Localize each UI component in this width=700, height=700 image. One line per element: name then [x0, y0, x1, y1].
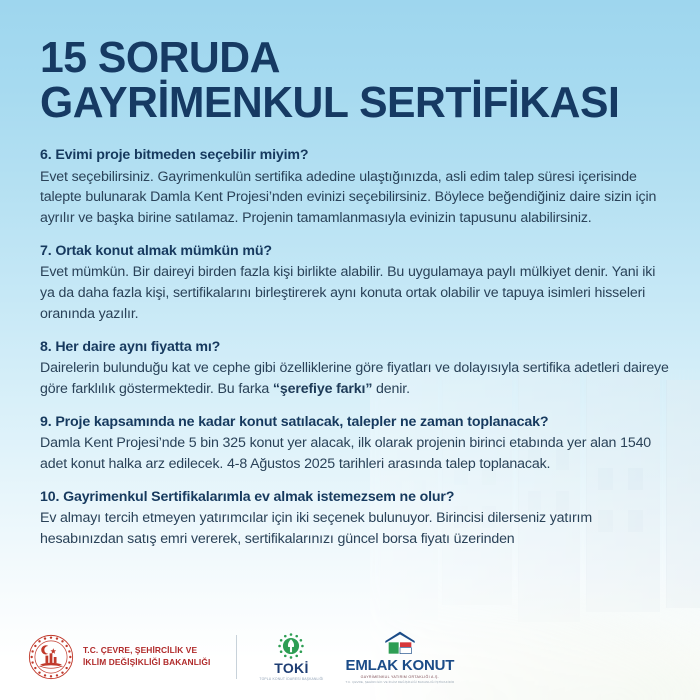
faq-answer: Evet seçebilirsiniz. Gayrimenkulün sertifika adedine ulaştığınızda, asli edim talep süresi içerisinde talepte bulunarak Damla Kent Projesi’nden evinizi seçebilirsiniz. Böylece beğendiğiniz daire sizin için ayrılır ve başka birine satılamaz. Projenin tamamlanmasıyla evinizin tapusunu alabilirsiniz.	[40, 168, 657, 227]
emlak-konut-logo	[346, 631, 455, 684]
faq-answer-emphasis: “şerefiye farkı”	[272, 380, 373, 397]
faq-answer-post: denir.	[372, 380, 410, 397]
ministry-logo	[28, 634, 210, 680]
faq-question: 9. Proje kapsamında ne kadar konut satılacak, talepler ne zaman toplanacak?	[40, 413, 549, 430]
faq-item-10	[40, 488, 670, 550]
faq-question: 10. Gayrimenkul Sertifikalarımla ev almak istemezsem ne olur?	[40, 488, 455, 505]
emlak-konut-subtitle-2: T.C. ÇEVRE, ŞEHİRCİLİK VE İKLİM DEĞİŞİKLİĞİ BAKANLIĞI İŞTİRAKİDİR	[345, 679, 455, 684]
emlak-konut-subtitle-1: GAYRİMENKUL YATIRIM ORTAKLIĞI A.Ş.	[360, 674, 440, 679]
toki-wordmark: TOKİ	[274, 660, 309, 677]
faq-question: 8. Her daire aynı fiyatta mı?	[40, 338, 221, 355]
ministry-name-line-2: İKLİM DEĞİŞİKLİĞİ BAKANLIĞI	[83, 657, 211, 667]
faq-question: 7. Ortak konut almak mümkün mü?	[40, 242, 272, 259]
emlak-konut-house-icon	[383, 631, 417, 655]
toki-subtitle: TOPLU KONUT İDARESİ BAŞKANLIĞI	[259, 676, 324, 681]
turkish-republic-seal-icon	[28, 634, 74, 680]
toki-tree-emblem-icon	[278, 633, 304, 659]
title-line-1: 15 SORUDA	[40, 33, 280, 82]
faq-answer: Ev almayı tercih etmeyen yatırımcılar için iki seçenek bulunuyor. Birincisi dilerseniz yatırım hesabınızdan satış emri vererek, sertifikalarınızı güncel borsa fiyatı üzerinden	[40, 510, 593, 548]
faq-item-6	[40, 146, 670, 229]
logo-divider	[236, 635, 237, 679]
faq-question: 6. Evimi proje bitmeden seçebilir miyim?	[40, 147, 309, 163]
faq-answer: Damla Kent Projesi’nde 5 bin 325 konut yer alacak, ilk olarak projenin birinci etabında yer alan 1540 adet konut halka arz edilecek. 4-8 Ağustos 2025 tarihleri arasında talep toplanacak.	[40, 435, 652, 472]
faq-answer: Evet mümkün. Bir daireyi birden fazla kişi birlikte alabilir. Bu uygulamaya paylı mülkiyet denir. Yani iki ya da daha fazla kişi, sertifikalarını birleştirerek aynı konuta ortak olabilir ve tapuya isimleri hisseleri oranında yazılır.	[40, 264, 656, 322]
faq-item-8	[40, 338, 670, 400]
faq-item-9	[40, 413, 670, 475]
title-line-2: GAYRİMENKUL SERTİFİKASI	[40, 77, 620, 127]
faq-answer	[40, 358, 670, 399]
footer-logo-bar	[0, 614, 700, 700]
ministry-name-line-1: T.C. ÇEVRE, ŞEHİRCİLİK VE	[83, 645, 198, 656]
toki-logo	[259, 633, 323, 681]
faq-list	[40, 146, 670, 563]
emlak-konut-wordmark: EMLAK KONUT	[345, 656, 455, 674]
faq-answer-pre: Dairelerin bulunduğu kat ve cephe gibi özelliklerine göre fiyatları ve dolayısıyla sertifika adetleri daireye göre farklılık göstermektedir. Bu farka	[40, 360, 669, 397]
faq-item-7	[40, 242, 670, 325]
poster-title	[40, 33, 680, 127]
ministry-name	[83, 645, 210, 669]
